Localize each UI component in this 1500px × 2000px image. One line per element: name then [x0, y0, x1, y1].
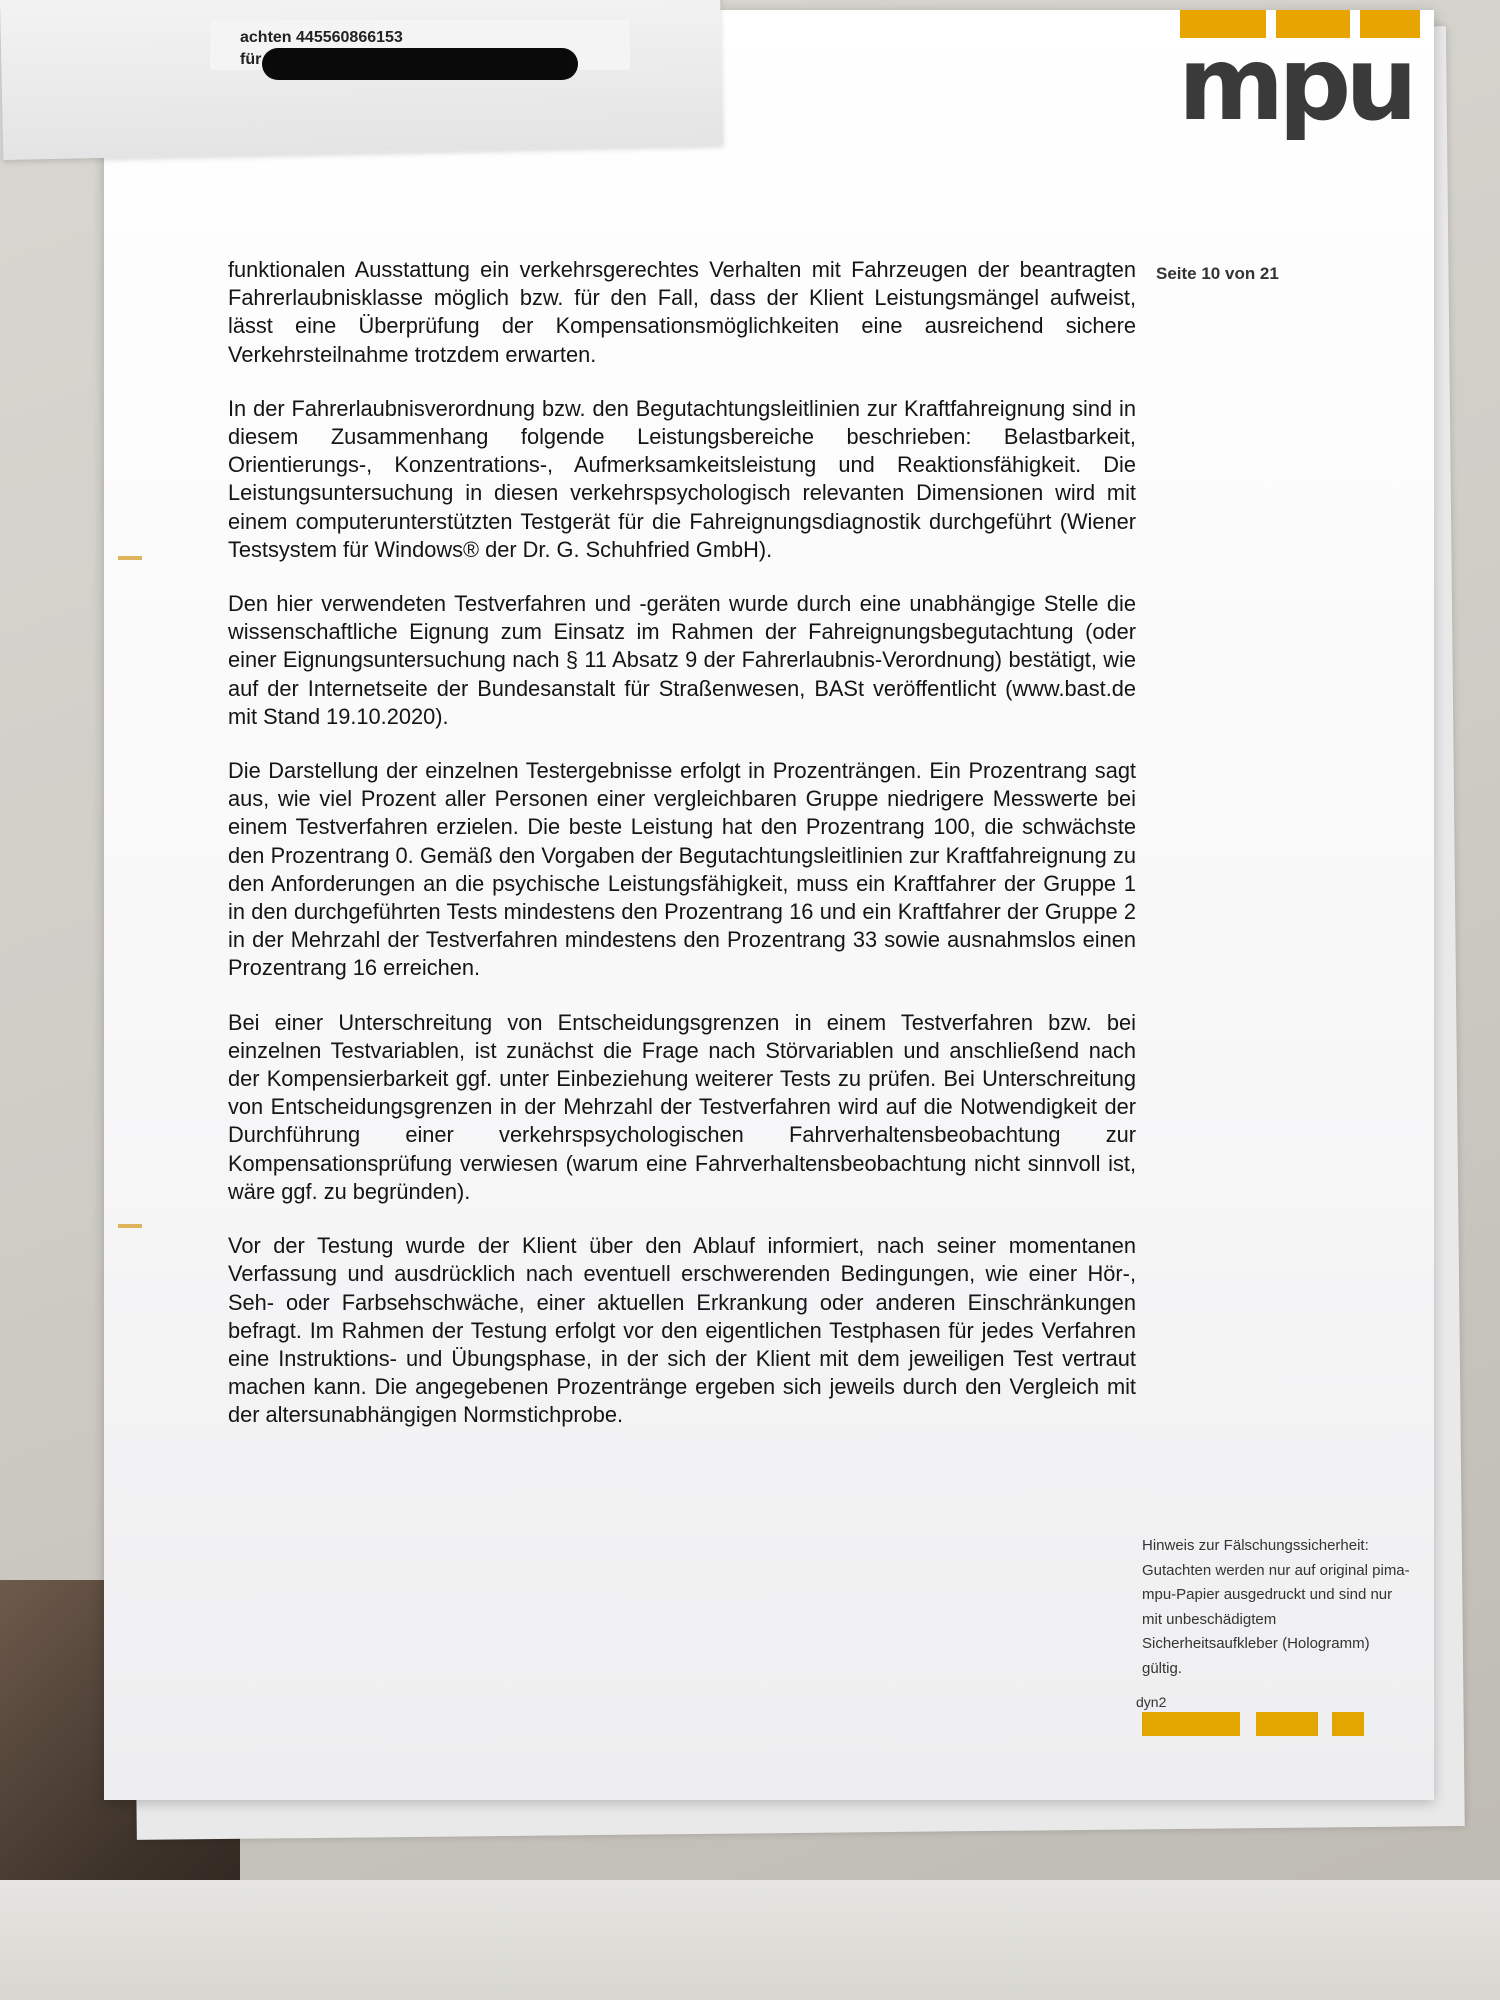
footer-bar	[1142, 1712, 1240, 1736]
paragraph: In der Fahrerlaubnisverordnung bzw. den Begutachtungsleitlinien zur Kraftfahreignung sind in diesem Zusammenhang folgende Leistungsbereiche beschrieben: Belastbarkeit, Orientierungs-, Konzentrations-, Aufmerksamkeitsleistung und Reaktionsfähigkeit. Die Leistungsuntersuchung in diesen verkehrspsychologisch relevanten Dimensionen wird mit einem computerunterstützten Testgerät für die Fahreignungsdiagnostik durchgeführt (Wiener Testsystem für Windows® der Dr. G. Schuhfried GmbH).	[228, 395, 1136, 562]
fold-mark	[118, 1224, 142, 1228]
logo-text: mpu	[1178, 25, 1412, 144]
footer-code: dyn2	[1136, 1694, 1167, 1710]
gutachten-label: achten	[240, 29, 292, 46]
fold-mark	[118, 556, 142, 560]
fuer-label: für	[240, 51, 262, 68]
gutachten-number: 445560866153	[296, 29, 403, 46]
security-hint: Hinweis zur Fälschungssicherheit: Gutachten werden nur auf original pima-mpu-Papier ausgedruckt und sind nur mit unbeschädigtem Sicherheitsaufkleber (Hologramm) gültig.	[1142, 1537, 1410, 1677]
gutachten-id-line	[240, 28, 403, 48]
footer-bar	[1256, 1712, 1318, 1736]
paragraph: Bei einer Unterschreitung von Entscheidungsgrenzen in einem Testverfahren bzw. bei einzelnen Testvariablen, ist zunächst die Frage nach Störvariablen und anschließend nach der Kompensierbarkeit ggf. unter Einbeziehung weiterer Tests zu prüfen. Bei Unterschreitung von Entscheidungsgrenzen in der Mehrzahl der Testverfahren wird auf die Notwendigkeit der Durchführung einer verkehrspsychologischen Fahrverhaltensbeobachtung zur Kompensationsprüfung verwiesen (warum eine Fahrverhaltensbeobachtung nicht sinnvoll ist, wäre ggf. zu begründen).	[228, 1009, 1136, 1204]
paragraph: Die Darstellung der einzelnen Testergebnisse erfolgt in Prozenträngen. Ein Prozentrang sagt aus, wie viel Prozent aller Personen einer vergleichbaren Gruppe niedrigere Messwerte bei einem Testverfahren erzielen. Die beste Leistung hat den Prozentrang 100, die schwächste den Prozentrang 0. Gemäß den Vorgaben der Begutachtungsleitlinien zur Kraftfahreignung zu den Anforderungen an die psychische Leistungsfähigkeit, muss ein Kraftfahrer der Gruppe 1 in den durchgeführten Tests mindestens den Prozentrang 16 und ein Kraftfahrer der Gruppe 2 in der Mehrzahl der Testverfahren mindestens den Prozentrang 33 sowie ausnahmslos einen Prozentrang 16 erreichen.	[228, 758, 1136, 981]
redaction-bar	[262, 48, 578, 80]
table-surface-light	[0, 1880, 1500, 2000]
body-text	[228, 256, 1136, 1456]
pima-mpu-logo	[1176, 0, 1436, 150]
paragraph: Den hier verwendeten Testverfahren und -geräten wurde durch eine unabhängige Stelle die wissenschaftliche Eignung zum Einsatz im Rahmen der Fahreignungsbegutachtung (oder einer Eignungsuntersuchung nach § 11 Absatz 9 der Fahrerlaubnis-Verordnung) bestätigt, wie auf der Internetseite der Bundesanstalt für Straßenwesen, BASt veröffentlicht (www.bast.de mit Stand 19.10.2020).	[228, 591, 1136, 729]
page-number: Seite 10 von 21	[1156, 264, 1279, 283]
footer-bar	[1332, 1712, 1364, 1736]
paragraph: funktionalen Ausstattung ein verkehrsgerechtes Verhalten mit Fahrzeugen der beantragten Fahrerlaubnisklasse möglich bzw. für den Fall, dass der Klient Leistungsmängel aufweist, lässt eine Überprüfung der Kompensationsmöglichkeiten eine ausreichend sichere Verkehrsteilnahme trotzdem erwarten.	[228, 257, 1136, 367]
recipient-line	[240, 50, 261, 74]
paragraph: Vor der Testung wurde der Klient über den Ablauf informiert, nach seiner momentanen Verfassung und ausdrücklich nach eventuell erschwerenden Bedingungen, wie einer Hör-, Seh- oder Farbsehschwäche, einer aktuellen Erkrankung oder anderen Einschränkungen befragt. Im Rahmen der Testung erfolgt vor den eigentlichen Testphasen für jedes Verfahren eine Instruktions- und Übungsphase, in der sich der Klient mit dem jeweiligen Test vertraut machen kann. Die angegebenen Prozentränge ergeben sich jeweils durch den Vergleich mit der altersunabhängigen Normstichprobe.	[228, 1233, 1136, 1428]
